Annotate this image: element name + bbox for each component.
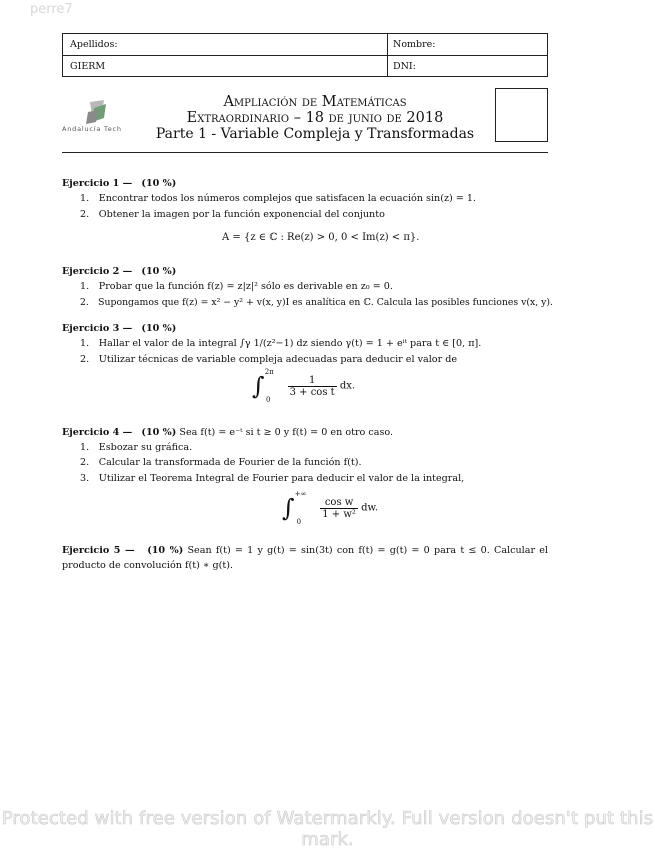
ex5-text: Sean f(t) = 1 y g(t) = sin(3t) con f(t) = g(t) = 0 para t ≤ 0. Calcular el producto de convolución f(t) ∗ g(t). (62, 545, 549, 571)
ex4-int-tail: dw. (361, 502, 379, 514)
ex3-num: 1 (308, 374, 316, 386)
nombre-label: Nombre: (393, 39, 436, 50)
ex3-int-upper: 2π (264, 368, 274, 377)
ex3-den: 3 + cos t (289, 386, 335, 398)
id-row-2 (63, 56, 547, 77)
ex4-int-lower: 0 (296, 517, 302, 526)
student-id-box (62, 33, 548, 77)
exercise-5 (62, 543, 548, 573)
integral-sign: ∫ (282, 494, 295, 522)
ex3-integral (252, 368, 356, 404)
title-line-1: Ampliación de Matemáticas (223, 94, 407, 110)
ex3-fraction (288, 375, 337, 398)
ex4-weight: (10 %) (141, 427, 177, 438)
ex4-den: 1 + w² (322, 508, 356, 520)
ex4-item-2: 2. Calcular la transformada de Fourier de la función f(t). (80, 457, 362, 468)
apellidos-label: Apellidos: (70, 39, 118, 50)
ex3-item-1: 1. Hallar el valor de la integral ∫γ 1/(z²−1) dz siendo γ(t) = 1 + eⁱᵗ para t ∈ [0, π]. (80, 338, 482, 349)
ex2-head: Ejercicio 2 — (62, 266, 133, 277)
header-rule (62, 152, 548, 153)
exercise-4-heading (62, 425, 552, 440)
ex1-weight: (10 %) (141, 178, 177, 189)
ex2-item-1: 1. Probar que la función f(z) = z|z|² sólo es derivable en z₀ = 0. (80, 281, 393, 292)
ex5-head: Ejercicio 5 — (62, 545, 135, 556)
ex1-head: Ejercicio 1 — (62, 178, 133, 189)
ex4-num: cos w (324, 496, 354, 508)
ex4-head: Ejercicio 4 — (62, 427, 133, 438)
ex2-weight: (10 %) (141, 266, 177, 277)
id-divider (387, 34, 388, 76)
ex4-fraction (320, 497, 358, 520)
ex4-item-1: 1. Esbozar su gráfica. (80, 442, 193, 453)
watermark-top: perre7 (30, 2, 73, 17)
grado-label: GIERM (70, 61, 106, 72)
ex4-int-upper: +∞ (294, 490, 307, 499)
ex1-item-2: 2. Obtener la imagen por la función exponencial del conjunto (80, 209, 385, 220)
ex4-item-3: 3. Utilizar el Teorema Integral de Fourier para deducir el valor de la integral, (80, 473, 465, 484)
exercise-3-heading (62, 321, 552, 336)
ex5-weight: (10 %) (147, 545, 184, 556)
ex1-formula: A = {z ∈ ℂ : Re(z) > 0, 0 < Im(z) < π}. (222, 232, 420, 243)
title-line-3: Parte 1 - Variable Compleja y Transformadas (155, 126, 475, 142)
exercise-1-heading (62, 176, 552, 191)
ex1-item-1: 1. Encontrar todos los números complejos que satisfacen la ecuación sin(z) = 1. (80, 193, 477, 204)
ex3-head: Ejercicio 3 — (62, 323, 133, 334)
ex3-weight: (10 %) (141, 323, 177, 334)
dni-label: DNI: (393, 61, 416, 72)
exam-title (150, 94, 480, 142)
grade-box (495, 88, 548, 142)
id-row-1 (63, 34, 547, 56)
ex3-item-2: 2. Utilizar técnicas de variable compleja adecuadas para deducir el valor de (80, 354, 458, 365)
ex3-int-lower: 0 (265, 395, 271, 404)
logo-mark-icon (62, 98, 142, 134)
ex3-int-tail: dx. (339, 380, 356, 392)
ex4-integral (282, 490, 379, 526)
andalucia-tech-logo (62, 98, 142, 134)
ex2-item-2: 2. Supongamos que f(z) = x² − y² + v(x, y)I es analítica en ℂ. Calcula las posibles funciones v(x, y). (80, 297, 553, 308)
ex4-intro: Sea f(t) = e⁻ᵗ si t ≥ 0 y f(t) = 0 en otro caso. (179, 427, 394, 438)
watermark-bottom: Protected with free version of Watermarkly. Full version doesn't put this mark. (1, 808, 654, 850)
logo-text: Andalucía Tech (62, 125, 122, 133)
integral-sign: ∫ (252, 372, 265, 400)
exercise-2-heading (62, 264, 552, 279)
title-line-2: Extraordinario – 18 de junio de 2018 (186, 110, 444, 126)
